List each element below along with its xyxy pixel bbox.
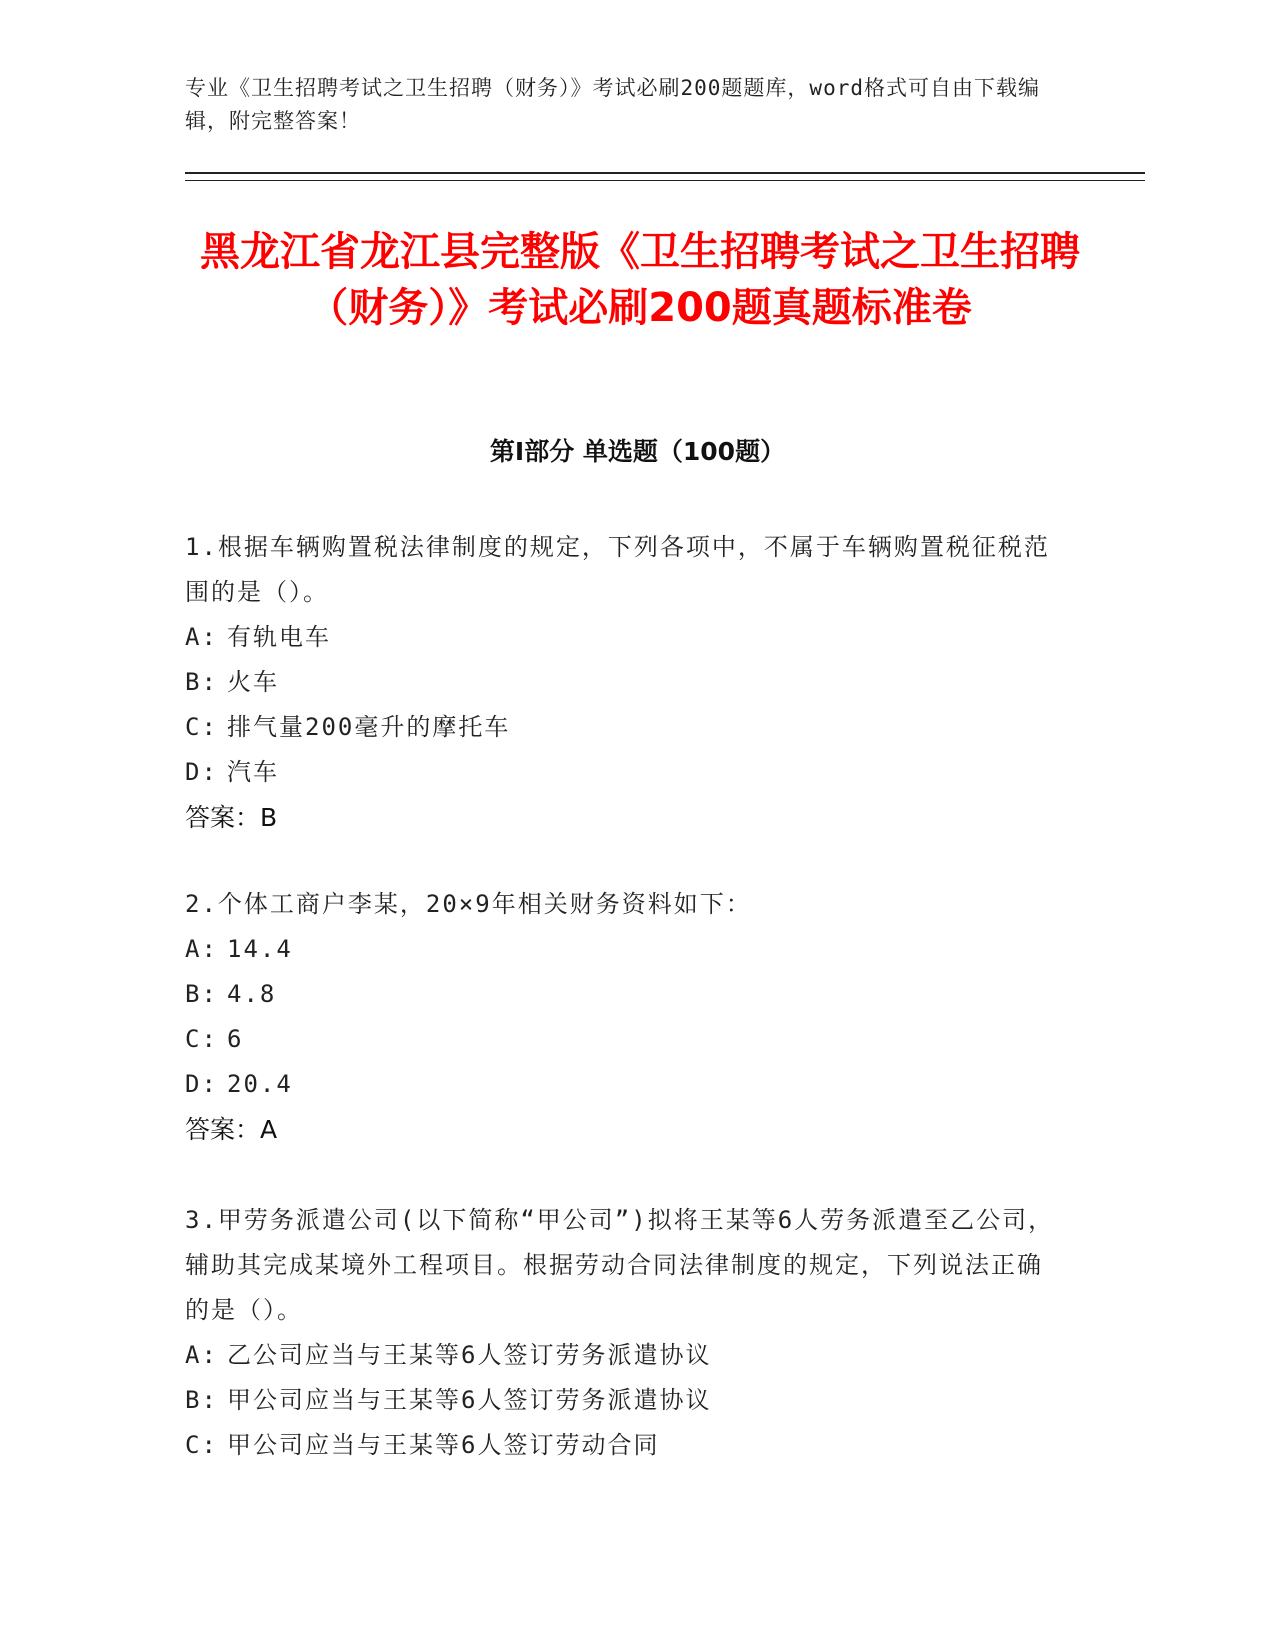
header-rule-thin — [185, 180, 1145, 181]
question-text: 3.甲劳务派遣公司(以下简称“甲公司”)拟将王某等6人劳务派遣至乙公司，辅助其完成某境外工程项目。根据劳动合同法律制度的规定，下列说法正确的是（）。 — [185, 1206, 1055, 1324]
answer-line: 答案：A — [185, 1115, 278, 1144]
question-text: 2.个体工商户李某，20×9年相关财务资料如下： — [185, 890, 752, 918]
option-text: 有轨电车 — [227, 623, 331, 651]
option-c — [185, 1423, 1065, 1468]
option-text: 甲公司应当与王某等6人签订劳务派遣协议 — [227, 1386, 712, 1414]
option-a — [185, 927, 1065, 972]
question-3 — [185, 1198, 1065, 1468]
document-title: 黑龙江省龙江县完整版《卫生招聘考试之卫生招聘（财务）》考试必刷200题真题标准卷 — [200, 229, 1080, 331]
option-letter: D: — [185, 758, 218, 786]
option-b — [185, 1378, 1065, 1423]
option-text: 14.4 — [227, 935, 293, 963]
option-c — [185, 1017, 1065, 1062]
option-text: 6 — [227, 1025, 244, 1053]
option-b — [185, 660, 1065, 705]
option-letter: B: — [185, 980, 218, 1008]
option-letter: A: — [185, 623, 218, 651]
option-text: 排气量200毫升的摩托车 — [227, 713, 511, 741]
option-d — [185, 750, 1065, 795]
option-letter: C: — [185, 1431, 218, 1459]
option-letter: C: — [185, 713, 218, 741]
option-text: 甲公司应当与王某等6人签订劳动合同 — [227, 1431, 660, 1459]
answer-line: 答案：B — [185, 803, 278, 832]
option-letter: C: — [185, 1025, 218, 1053]
question-2 — [185, 882, 1065, 1152]
option-a — [185, 1333, 1065, 1378]
option-b — [185, 972, 1065, 1017]
option-c — [185, 705, 1065, 750]
question-text: 1.根据车辆购置税法律制度的规定，下列各项中，不属于车辆购置税征税范围的是（）。 — [185, 533, 1050, 606]
option-text: 4.8 — [227, 980, 277, 1008]
option-text: 火车 — [227, 668, 279, 696]
section-heading: 第I部分 单选题（100题） — [489, 437, 786, 466]
option-a — [185, 615, 1065, 660]
option-letter: B: — [185, 1386, 218, 1414]
option-text: 乙公司应当与王某等6人签订劳务派遣协议 — [227, 1341, 712, 1369]
option-letter: A: — [185, 935, 218, 963]
option-letter: A: — [185, 1341, 218, 1369]
option-text: 汽车 — [227, 758, 279, 786]
question-1 — [185, 525, 1065, 840]
option-d — [185, 1062, 1065, 1107]
option-letter: B: — [185, 668, 218, 696]
option-text: 20.4 — [227, 1070, 293, 1098]
header-rule-thick — [185, 172, 1145, 174]
header-note: 专业《卫生招聘考试之卫生招聘（财务）》考试必刷200题题库，word格式可自由下载编辑，附完整答案！ — [185, 76, 1040, 133]
option-letter: D: — [185, 1070, 218, 1098]
